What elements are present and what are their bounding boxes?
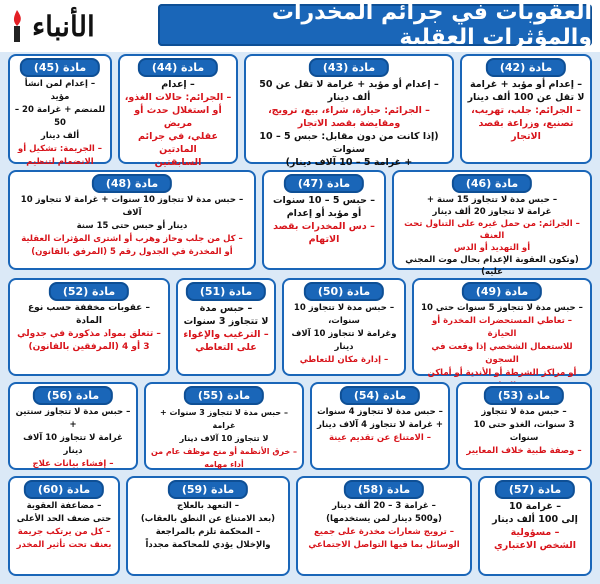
article-line: للمنضم + غرامة 20 – 50: [14, 105, 106, 128]
article-body: [14, 302, 164, 372]
article-card-57: [478, 476, 592, 576]
article-line: – التعهد بالعلاج: [176, 501, 239, 511]
article-line: 3 سنوات، الغذو حتى 10 سنوات: [473, 420, 575, 443]
article-line: لا تتجاوز 10 آلاف دينار: [179, 434, 269, 443]
article-line: – غرامة 10: [509, 501, 561, 512]
article-body: [398, 194, 586, 277]
article-line: – ترويج شعارات مخدرة على جميع: [313, 527, 454, 537]
article-line: – حبس مدة لا تتجاوز 5 سنوات حتى 10: [421, 303, 583, 313]
article-line: دينار أو حبس حتى 15 سنة: [76, 221, 188, 231]
article-line: – إعدام لمن انشأ مؤيد: [24, 79, 96, 102]
article-line: أو التهديد أو الدس: [453, 243, 531, 253]
article-card-49: [412, 278, 592, 376]
article-line: – خرق الأنظمة أو منع موظف عام من أداء مهامه: [150, 447, 297, 469]
article-line: – المحكمة تلزم بالمراجعة: [155, 527, 261, 537]
article-line: – كل من يرتكب جريمة: [17, 527, 111, 537]
article-label: مادة (55): [184, 386, 264, 405]
article-line: الوسائل بما فيها التواصل الاجتماعي: [308, 540, 460, 550]
article-body: [182, 302, 270, 372]
article-card-44: [118, 54, 238, 168]
article-line: أو مراكز الشرطة أو الأندية أو أماكن: [427, 368, 577, 378]
article-label: مادة (48): [92, 174, 172, 193]
article-card-53: [456, 382, 592, 470]
article-line: – حبس مدة لا تتجاوز 3 سنوات + غرامة: [160, 408, 288, 430]
article-body: [14, 194, 250, 266]
article-line: – تعاطي المستحضرات المخدرة أو الحيازة: [432, 316, 572, 339]
article-card-58: [296, 476, 472, 576]
article-line: ألف دينار: [40, 131, 80, 141]
article-line: – الجرائم: حيازة، شراء، بيع، ترويج،: [268, 105, 430, 116]
logo: [6, 6, 156, 46]
article-label: مادة (49): [462, 282, 542, 301]
article-line: إلى 100 ألف دينار: [492, 514, 578, 525]
article-line: – حبس 5 – 10 سنوات: [272, 195, 376, 206]
article-line: – حبس مدة: [199, 303, 253, 314]
torch-icon: [6, 8, 28, 44]
page-title: [158, 0, 592, 50]
article-line: على التعاطي: [195, 342, 257, 353]
article-line: (و500 دينار لمن يستخدمها): [326, 514, 442, 524]
logo-text: الأنباء: [32, 9, 95, 43]
article-line: السابقتين: [154, 157, 202, 168]
article-line: – الترغيب والإغواء: [183, 329, 269, 340]
article-line: (إذا كانت من دون مقابل: حبس 5 – 10 سنوات: [259, 131, 439, 155]
article-line: أو المخدرة في الجدول رقم 5 (المرفق بالقانون): [31, 247, 233, 257]
article-label: مادة (59): [168, 480, 248, 499]
article-body: [14, 500, 114, 572]
article-line: – إعدام أو مؤبد + غرامة لا تقل عن 50 ألف دينار: [259, 79, 439, 103]
article-label: مادة (60): [24, 480, 104, 499]
article-line: – إعدام أو مؤبد + غرامة: [469, 79, 583, 90]
article-line: تصنيع، وزراعة بقصد الاتجار: [478, 118, 574, 142]
article-card-59: [126, 476, 290, 576]
article-card-45: [8, 54, 112, 167]
article-label: مادة (52): [49, 282, 129, 301]
article-card-51: [176, 278, 276, 376]
article-line: للاستعمال الشخصي إذا وقعت في السجون: [431, 342, 573, 365]
article-card-50: [282, 278, 406, 376]
article-line: – كل من جلب وحاز وهرب أو اشترى المؤثرات العقلية: [21, 234, 243, 244]
article-card-55: [144, 382, 304, 470]
article-line: لا تقل عن 100 ألف دينار: [467, 92, 585, 103]
article-line: – وصفة طبية خلاف المعايير: [466, 446, 582, 456]
article-card-60: [8, 476, 120, 576]
article-body: [418, 302, 586, 378]
header: [0, 0, 600, 52]
article-line: – حبس مدة لا تتجاوز 4 سنوات: [317, 407, 443, 417]
article-body: [124, 78, 232, 168]
article-line: – حبس مدة لا تتجاوز 15 سنة +: [426, 195, 558, 205]
article-line: + غرامة 5 – 10 آلاف دينار): [285, 157, 413, 168]
article-body: [132, 500, 284, 572]
article-card-54: [310, 382, 450, 470]
article-body: [14, 78, 106, 167]
article-line: حتى ضعف الحد الأعلى: [16, 514, 112, 524]
article-line: – تتعلق بمواد مذكورة في جدولي: [17, 329, 161, 339]
article-line: أو مؤبد أو إعدام: [286, 208, 362, 219]
article-label: مادة (51): [186, 282, 266, 301]
article-body: [302, 500, 466, 572]
article-card-46: [392, 170, 592, 277]
article-line: – حبس مدة لا تتجاوز سنتين +: [15, 407, 131, 430]
article-line: – حبس مدة لا تتجاوز 10 سنوات،: [293, 303, 395, 326]
article-label: مادة (42): [486, 58, 566, 77]
article-label: مادة (58): [344, 480, 424, 499]
article-body: [250, 78, 448, 168]
article-body: [288, 302, 400, 372]
article-line: أو استغلال حدث أو مريض: [134, 105, 222, 129]
article-line: عقلي، في جرائم المادتين: [138, 131, 218, 155]
article-label: مادة (47): [284, 174, 364, 193]
article-line: بعنف تحت تأثير المخدر: [16, 540, 112, 550]
article-line: والإخلال يؤدي للمحاكمة مجدداً: [145, 540, 271, 550]
article-card-43: [244, 54, 454, 168]
article-line: لا تتجاوز 3 سنوات: [183, 316, 269, 327]
article-line: ومقايضة بقصد الاتجار: [297, 118, 401, 129]
article-body: [14, 406, 132, 469]
page-title-text: العقوبات في جرائم المخدرات والمؤثرات العقلية: [271, 0, 592, 50]
article-card-56: [8, 382, 138, 470]
article-line: – الجرائم: من حمل غيره على التناول تحت العنف: [404, 219, 580, 241]
article-line: – إدارة مكان للتعاطي: [299, 355, 389, 365]
article-label: مادة (44): [138, 58, 218, 77]
article-line: (وتكون العقوبة الإعدام بحال موت المجني عليه): [405, 255, 579, 277]
article-card-48: [8, 170, 256, 270]
article-line: – إعدام: [161, 79, 195, 90]
article-line: – عقوبات مخففة حسب نوع المادة: [28, 303, 150, 326]
article-line: – الجريمة: تشكيل أو: [17, 144, 103, 154]
article-body: [484, 500, 586, 572]
article-label: مادة (45): [20, 58, 100, 77]
article-label: مادة (46): [452, 174, 532, 193]
article-line: غرامة لا تتجاوز 10 آلاف دينار: [23, 433, 123, 456]
article-line: – غرامة 3 – 20 ألف دينار: [332, 501, 436, 511]
article-body: [316, 406, 444, 466]
article-card-47: [262, 170, 386, 270]
article-label: مادة (43): [309, 58, 389, 77]
article-line: غرامة لا تتجاوز 20 ألف دينار: [432, 207, 552, 217]
article-card-42: [460, 54, 592, 164]
article-label: مادة (53): [484, 386, 564, 405]
article-line: 3 أو 4 (المرفقين بالقانون): [28, 342, 150, 352]
article-line: – الجرائم: حالات الغذو،: [124, 92, 232, 103]
article-line: – دس المخدرات بقصد الاتهام: [273, 221, 375, 245]
article-line: الانضمام لتنظيم: [26, 157, 94, 167]
article-label: مادة (57): [495, 480, 575, 499]
article-label: مادة (56): [33, 386, 113, 405]
article-line: – حبس مدة لا تتجاوز: [481, 407, 567, 417]
article-label: مادة (50): [304, 282, 384, 301]
article-line: – حبس مدة لا تتجاوز 10 سنوات + غرامة لا تتجاوز 10 آلاف: [20, 195, 244, 218]
article-body: [150, 406, 298, 469]
article-line: – إفشاء بيانات علاج: [32, 459, 114, 469]
article-line: الشخص الاعتباري: [494, 540, 576, 551]
article-line: (بعد الامتناع عن النطق بالعقاب): [140, 514, 276, 524]
article-line: – الامتناع عن تقديم عينة: [329, 433, 431, 443]
article-body: [466, 78, 586, 160]
article-line: + غرامة لا تتجاوز 4 آلاف دينار: [317, 420, 443, 430]
article-label: مادة (54): [340, 386, 420, 405]
article-line: – الجرائم: جلب، تهريب،: [471, 105, 581, 116]
article-body: [462, 406, 586, 466]
article-line: – مسؤولية: [510, 527, 560, 538]
article-body: [268, 194, 380, 266]
article-line: – مضاعفة العقوبة: [26, 501, 102, 511]
article-line: وغرامة لا تتجاوز 10 آلاف دينار: [291, 329, 397, 352]
article-card-52: [8, 278, 170, 376]
